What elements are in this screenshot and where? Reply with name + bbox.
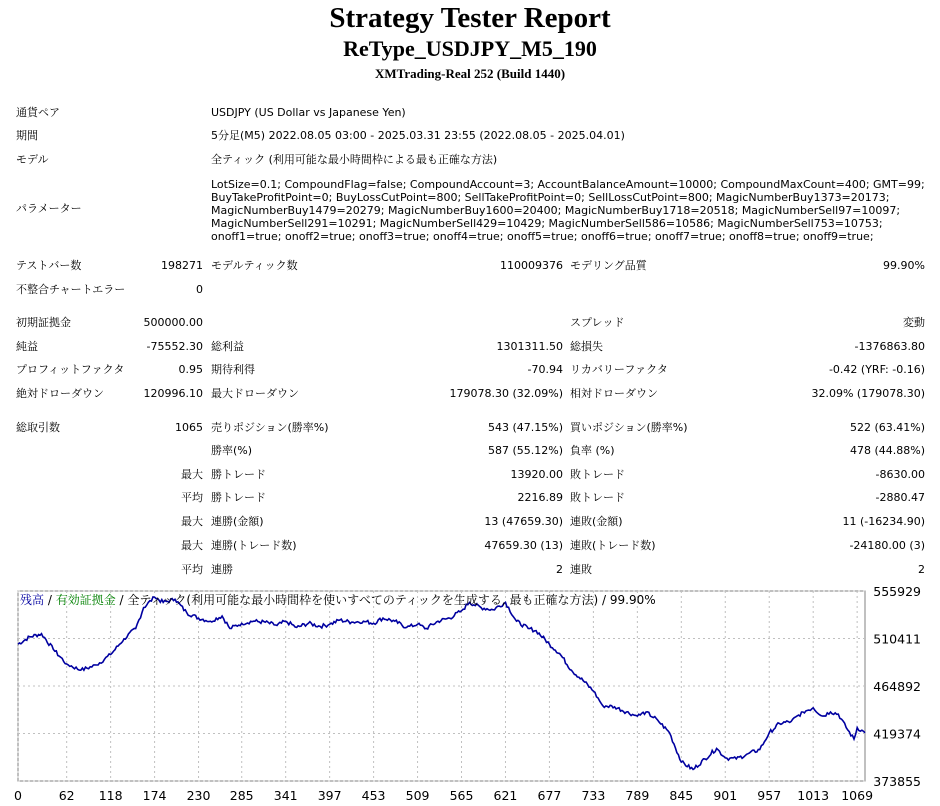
average-win-value: 2216.89 [517,491,563,504]
report-subtitle: ReType_USDJPY_M5_190 [343,36,597,61]
chart-caption [20,592,656,607]
maximal-drawdown-value: 179078.30 (32.09%) [449,387,563,400]
recovery-factor-value: -0.42 (YRF: -0.16) [828,363,925,376]
chart-x-ticks [14,788,873,803]
params-value: LotSize=0.1; CompoundFlag=false; CompoundAccount=3; AccountBalanceAmount=10000; CompoundMaxCount=400; GMT=99; BuyTakeProfitPoint=0; BuyLossCutPoint=800; SellTakeProfitPoint=0; SellLossCutPoint=800; MagicNumberBuy1373=20173; MagicNumberBuy1479=20279; MagicNumberBuy1600=20400; MagicNumberBuy1718=20518; MagicNumberSell97=10097; MagicNumberSell291=10291; MagicNumberSell429=10429; MagicNumberSell586=10586; MagicNumberSell753=10753; onoff1=true; onoff2=true; onoff3=true; onoff4=true; onoff5=true; onoff6=true; onoff7=true; onoff8=true; onoff9=true; [211,178,925,243]
pair-value: USDJPY (US Dollar vs Japanese Yen) [211,106,406,119]
avg-consecutive-wins-label: 連勝 [211,563,233,576]
gross-profit-label: 総利益 [211,340,244,353]
largest-loss-value: -8630.00 [875,468,925,481]
quality-value: 99.90% [883,259,925,272]
max-consecutive-profit-label: 連勝(トレード数) [211,539,297,552]
server-build: XMTrading-Real 252 (Build 1440) [374,66,566,81]
max-consecutive-profit-value: 47659.30 (13) [484,539,563,552]
relative-drawdown-label: 相対ドローダウン [570,387,658,400]
pair-label: 通貨ペア [16,106,60,119]
maximal-drawdown-label: 最大ドローダウン [211,387,299,400]
profit-trades-label: 勝率(%) [211,444,253,457]
x-tick-label: 1069 [841,788,874,803]
mismatch-label: 不整合チャートエラー [16,283,126,296]
ticks-value: 110009376 [500,259,563,272]
max-consecutive-losses-label: 連敗(金額) [570,515,623,528]
model-label: モデル [16,153,49,166]
params-label: パラメーター [16,202,82,215]
long-positions-value: 522 (63.41%) [849,421,925,434]
expected-payoff-label: 期待利得 [211,363,255,376]
x-tick-label: 957 [757,788,782,803]
max-consecutive-loss-value: -24180.00 (3) [849,539,925,552]
gross-loss-value: -1376863.80 [854,340,925,353]
x-tick-label: 230 [186,788,211,803]
x-tick-label: 565 [449,788,474,803]
x-tick-label: 341 [273,788,298,803]
net-profit-value: -75552.30 [146,340,203,353]
average-loss-label: 敗トレード [570,491,625,504]
caption-sep-1: / [44,593,56,607]
short-positions-label: 売りポジション(勝率%) [211,421,329,434]
ticks-label: モデルティック数 [211,259,298,272]
absolute-drawdown-value: 120996.10 [143,387,203,400]
x-tick-label: 789 [625,788,650,803]
x-tick-label: 733 [581,788,606,803]
profit-factor-label: プロフィットファクタ [16,363,125,376]
total-trades-label: 総取引数 [16,421,60,434]
max-consecutive-losses-value: 11 (-16234.90) [842,515,925,528]
x-tick-label: 621 [493,788,518,803]
y-tick-label: 464892 [873,679,921,694]
report-title: Strategy Tester Report [329,2,611,34]
profit-trades-value: 587 (55.12%) [487,444,563,457]
max-consecutive-loss-label: 連敗(トレード数) [570,539,656,552]
expected-payoff-value: -70.94 [527,363,563,376]
gross-profit-value: 1301311.50 [496,340,563,353]
net-profit-label: 純益 [16,340,38,353]
avg-consecutive-label: 平均 [181,563,203,576]
quality-label: モデリング品質 [570,259,647,272]
loss-trades-value: 478 (44.88%) [849,444,925,457]
largest-win-label: 勝トレード [211,468,266,481]
spread-value: 変動 [903,316,925,329]
absolute-drawdown-label: 絶対ドローダウン [16,387,104,400]
mismatch-value: 0 [196,283,203,296]
balance-chart [14,584,930,804]
period-value: 5分足(M5) 2022.08.05 03:00 - 2025.03.31 23:55 (2022.08.05 - 2025.04.01) [211,129,625,142]
x-tick-label: 901 [713,788,738,803]
x-tick-label: 509 [405,788,430,803]
x-tick-label: 845 [669,788,694,803]
average-win-label: 勝トレード [211,491,266,504]
x-tick-label: 285 [229,788,254,803]
deposit-label: 初期証拠金 [16,316,71,329]
model-value: 全ティック (利用可能な最小時間枠による最も正確な方法) [211,153,498,166]
y-tick-label: 419374 [873,726,921,742]
spread-label: スプレッド [570,316,625,329]
x-tick-label: 1013 [797,788,830,803]
x-tick-label: 677 [537,788,562,803]
caption-sep-2: / [115,593,128,607]
deposit-value: 500000.00 [143,316,203,329]
y-tick-label: 510411 [873,631,921,647]
average-loss-value: -2880.47 [875,491,925,504]
gross-loss-label: 総損失 [570,340,603,353]
caption-rest: 全ティック(利用可能な最小時間枠を使いすべてのティックを生成する, 最も正確な方法) / 99.90% [127,593,656,607]
largest-win-value: 13920.00 [510,468,563,481]
loss-trades-label: 負率 (%) [570,444,615,457]
short-positions-value: 543 (47.15%) [487,421,563,434]
x-tick-label: 397 [317,788,342,803]
avg-consecutive-losses-value: 2 [918,563,925,576]
x-tick-label: 453 [361,788,386,803]
x-tick-label: 62 [58,788,75,803]
avg-consecutive-wins-value: 2 [556,563,563,576]
long-positions-label: 買いポジション(勝率%) [570,421,688,434]
bars-value: 198271 [161,259,203,272]
x-tick-label: 174 [142,788,167,803]
recovery-factor-label: リカバリーファクタ [570,363,668,376]
maximal-label: 最大 [181,539,203,552]
largest-label: 最大 [181,468,203,481]
total-trades-value: 1065 [175,421,203,434]
average-label: 平均 [181,491,203,504]
avg-consecutive-losses-label: 連敗 [570,563,592,576]
caption-balance: 残高 [20,593,45,607]
period-label: 期間 [16,129,38,142]
chart-y-ticks [873,584,921,789]
profit-factor-value: 0.95 [178,363,203,376]
caption-equity: 有効証拠金 [55,593,116,607]
y-tick-label: 373855 [873,774,921,789]
max-consecutive-wins-value: 13 (47659.30) [484,515,563,528]
max-consecutive-wins-label: 連勝(金額) [211,515,264,528]
x-tick-label: 0 [14,788,22,803]
largest-loss-label: 敗トレード [570,468,625,481]
x-tick-label: 118 [98,788,123,803]
bars-label: テストバー数 [16,259,82,272]
relative-drawdown-value: 32.09% (179078.30) [811,387,925,400]
y-tick-label: 555929 [873,584,921,599]
maximum-label: 最大 [181,515,203,528]
